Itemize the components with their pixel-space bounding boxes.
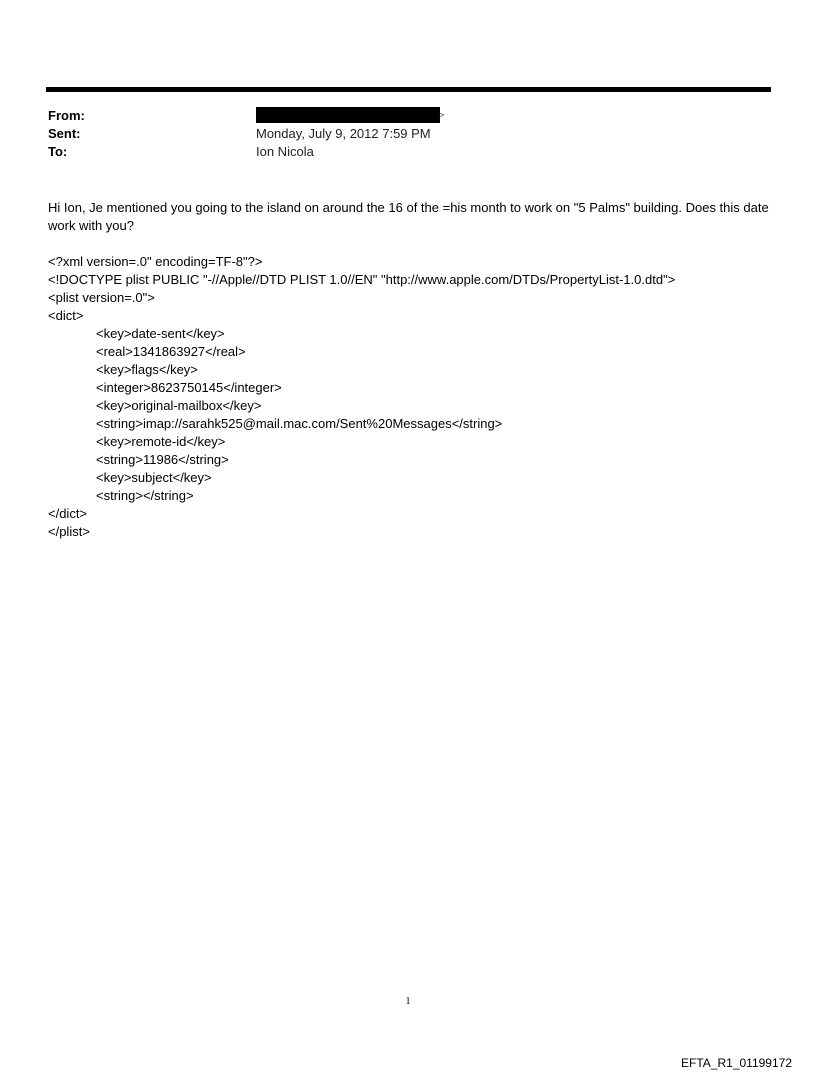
message-paragraph: Hi Ion, Je mentioned you going to the island on around the 16 of the =his month to work on "5 Palms" building. Does this date work with you?	[48, 200, 769, 233]
plist-block	[48, 253, 773, 541]
to-label: To:	[48, 144, 68, 159]
code-line: <real>1341863927</real>	[96, 344, 246, 359]
to-row	[48, 143, 768, 161]
code-line: <?xml version=.0" encoding=TF-8"?>	[48, 254, 263, 269]
code-line: <key>subject</key>	[96, 470, 212, 485]
code-line: <string>11986</string>	[96, 452, 229, 467]
page-number: 1	[405, 996, 411, 1007]
email-header	[48, 107, 768, 161]
message-body	[48, 199, 773, 235]
code-line: <key>remote-id</key>	[96, 434, 226, 449]
code-line: <string>imap://sarahk525@mail.mac.com/Sent%20Messages</string>	[96, 416, 503, 431]
redaction-block	[256, 107, 440, 123]
code-line: <string></string>	[96, 488, 194, 503]
header-rule	[46, 87, 771, 92]
from-row	[48, 107, 768, 125]
document-id: EFTA_R1_01199172	[681, 1056, 792, 1070]
sent-row	[48, 125, 768, 143]
code-line: <dict>	[48, 308, 84, 323]
sent-value: Monday, July 9, 2012 7:59 PM	[256, 126, 431, 141]
from-value-tail: >	[439, 110, 445, 120]
code-line: <key>date-sent</key>	[96, 326, 225, 341]
code-line: <integer>8623750145</integer>	[96, 380, 282, 395]
code-line: </plist>	[48, 524, 90, 539]
to-value: Ion Nicola	[256, 144, 314, 159]
code-line: </dict>	[48, 506, 88, 521]
code-line: <key>flags</key>	[96, 362, 198, 377]
from-label: From:	[48, 108, 85, 123]
sent-label: Sent:	[48, 126, 81, 141]
code-line: <key>original-mailbox</key>	[96, 398, 262, 413]
code-line: <plist version=.0">	[48, 290, 155, 305]
code-line: <!DOCTYPE plist PUBLIC "-//Apple//DTD PLIST 1.0//EN" "http://www.apple.com/DTDs/PropertyList-1.0.dtd">	[48, 272, 676, 287]
